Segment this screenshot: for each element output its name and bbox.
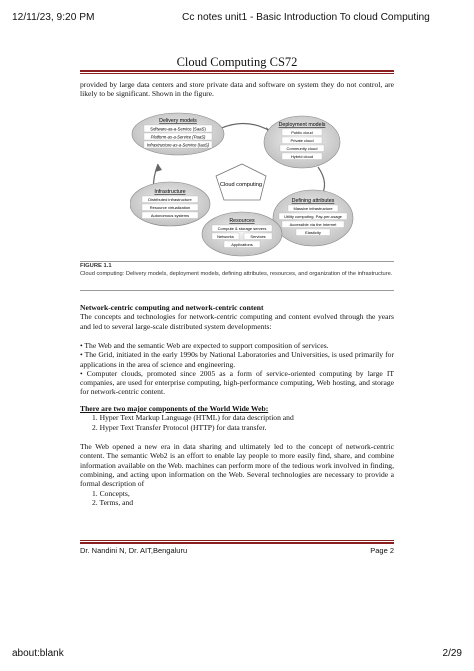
deployment-title: Deployment models (278, 122, 326, 128)
page-title: Cloud Computing CS72 (176, 55, 298, 69)
defining-item: Elasticity (305, 230, 321, 235)
delivery-title: Delivery models (159, 118, 197, 124)
www-heading: There are two major components of the World Wide Web: (80, 404, 269, 413)
figure-label: FIGURE 1.1 (80, 263, 112, 269)
bullet-list (80, 341, 394, 397)
footer-rule-thick (80, 542, 394, 544)
delivery-item: Software-as-a-Service (SaaS) (150, 126, 206, 132)
defining-item: Massive infrastructure (293, 206, 333, 211)
print-page-count: 2/29 (442, 648, 462, 659)
www-item: 1. Hyper Text Markup Language (HTML) for data description and (92, 413, 294, 423)
resources-item: Services (250, 234, 266, 239)
resources-title: Resources (229, 218, 255, 224)
figure-rule (80, 261, 394, 262)
bullet-item: • Computer clouds, promoted since 2005 as a form of service-oriented computing by large IT companies, are used for enterprise computing, high-performance computing, Web hosting, and storage for network-centric content. (80, 368, 394, 397)
concepts-item: 1. Concepts, (92, 489, 130, 498)
figure-caption (80, 263, 394, 278)
print-title: Cc notes unit1 - Basic Introduction To cloud Computing (182, 12, 430, 23)
delivery-item: Platform-as-a-Service (PaaS) (150, 134, 206, 140)
deployment-item: Private cloud (290, 138, 314, 143)
section-intro: The concepts and technologies for network-centric computing and content evolved through the years and led to several large-scale distributed system developments: (80, 312, 394, 331)
network-section (80, 303, 394, 331)
resources-item: Compute & storage servers (217, 226, 267, 231)
intro-paragraph: provided by large data centers and store private data and software on system they do not control, are likely to be significant. Shown in the figure. (80, 80, 394, 99)
delivery-item: Infrastructure-as-a-Service (IaaS) (146, 142, 210, 148)
defining-title: Defining attributes (291, 198, 335, 204)
cloud-computing-figure (130, 112, 355, 257)
infrastructure-item: Distributed infrastructure (148, 197, 192, 202)
bullet-item: • The Web and the semantic Web are expected to support composition of services. (80, 341, 329, 350)
deployment-item: Public cloud (291, 130, 313, 135)
bullet-item: • The Grid, initiated in the early 1990s by National Laboratories and Universities, is used primarily for applications in the area of science and engineering. (80, 350, 394, 369)
www-section (80, 404, 394, 432)
print-datetime: 12/11/23, 9:20 PM (12, 12, 95, 23)
deployment-item: Community cloud (286, 146, 318, 151)
figure-rule-bottom (80, 290, 394, 291)
resources-item: Networks (217, 234, 234, 239)
web-paragraph: The Web opened a new era in data sharing and ultimately led to the concept of network-centric content. The semantic Web2 is an effort to enable lay people to more easily find, share, and combine information available on the Web. machines can perform more of the tedious work involved in finding, combining, and acting upon information on the Web. Several technologies are necessary to provide a formal description of (80, 442, 394, 489)
concepts-list (80, 489, 394, 508)
footer-rule (80, 540, 394, 541)
deployment-item: Hybrid cloud (290, 154, 314, 159)
print-url: about:blank (12, 648, 64, 659)
infrastructure-item: Resource virtualization (149, 205, 191, 210)
header-rule-thin (80, 73, 394, 74)
footer-author: Dr. Nandini N, Dr. AIT,Bengaluru (80, 546, 188, 555)
www-item: 2. Hyper Text Transfer Protocol (HTTP) for data transfer. (92, 422, 267, 432)
footer-page: Page 2 (370, 546, 394, 555)
defining-item: Accessible via the Internet (289, 222, 337, 227)
concepts-item: 2. Terms, and (92, 498, 134, 508)
section-heading: Network-centric computing and network-centric content (80, 303, 264, 312)
infrastructure-item: Autonomous systems (150, 213, 190, 218)
header-rule (80, 70, 394, 72)
infrastructure-title: Infrastructure (154, 189, 186, 195)
page-footer (80, 546, 394, 555)
resources-item: Applications (231, 242, 253, 247)
defining-item: Utility computing. Pay-per-usage (284, 214, 342, 219)
figure-caption-text: Cloud computing: Delivery models, deployment models, defining attributes, resources, and organization of the infrastructure. (80, 271, 393, 278)
center-label: Cloud computing (220, 182, 262, 188)
